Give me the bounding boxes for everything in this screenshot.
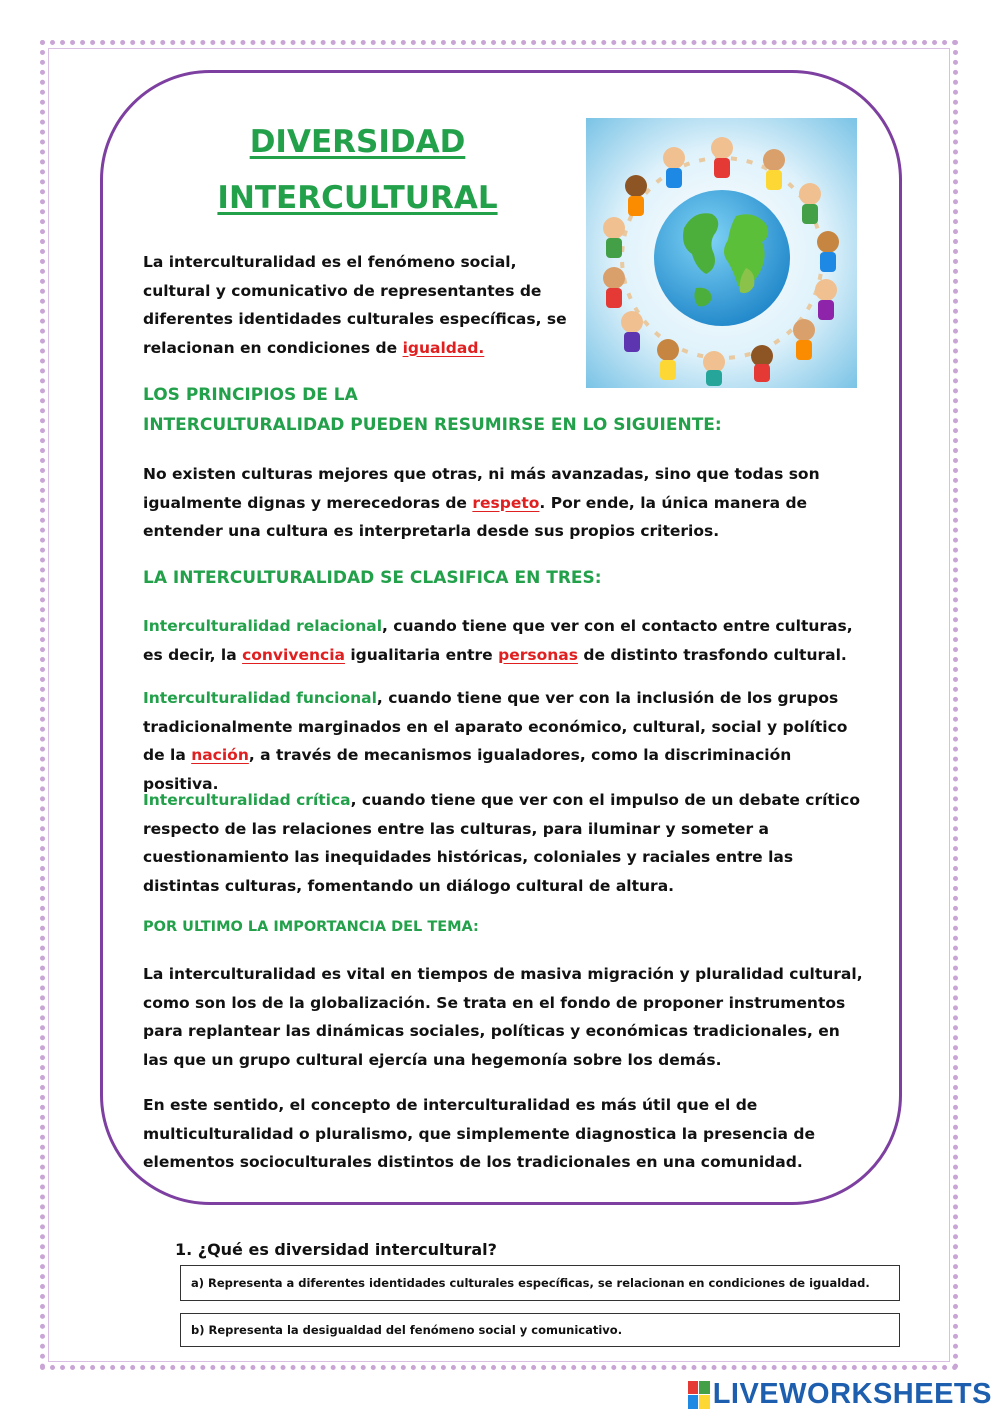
relational-text-2: igualitaria entre [344, 645, 499, 664]
functional-paragraph [143, 684, 863, 798]
highlight-convivencia: convivencia [242, 645, 345, 664]
highlight-igualdad: igualdad. [402, 338, 485, 357]
relational-term: Interculturalidad relacional [143, 617, 383, 635]
principles-text-before: No existen culturas mejores que otras, ni más avanzadas, sino que todas son igualmente dignas y merecedoras de [143, 465, 820, 512]
principles-heading-line-1: LOS PRINCIPIOS DE LA [143, 385, 358, 405]
highlight-nacion: nación [191, 746, 249, 764]
question-1: 1. ¿Qué es diversidad intercultural? [175, 1240, 497, 1259]
critical-paragraph [143, 786, 863, 900]
critical-term: Interculturalidad crítica [143, 791, 351, 809]
relational-text-1: , cuando tiene que ver con el contacto entre culturas, es decir, la [143, 617, 853, 664]
intro-text: La interculturalidad es el fenómeno social, cultural y comunicativo de representantes de diferentes identidades culturales específicas, se relacionan en condiciones de [143, 253, 567, 357]
title-line-1: DIVERSIDAD [249, 124, 466, 160]
principles-heading-line-2: INTERCULTURALIDAD PUEDEN RESUMIRSE EN LO SIGUIENTE: [143, 415, 722, 435]
highlight-personas: personas [498, 645, 578, 664]
globe-people-illustration [586, 118, 857, 388]
functional-text-1: , cuando tiene que ver con la inclusión de los grupos tradicionalmente marginados en el aparato económico, cultural, social y político de la [143, 689, 848, 764]
functional-term: Interculturalidad funcional [143, 689, 377, 707]
principles-paragraph [143, 460, 863, 546]
classification-heading: LA INTERCULTURALIDAD SE CLASIFICA EN TRES: [143, 568, 602, 588]
importance-heading: POR ULTIMO LA IMPORTANCIA DEL TEMA: [143, 919, 479, 935]
liveworksheets-logo-icon [688, 1381, 710, 1409]
intro-paragraph [143, 248, 573, 362]
answer-option-a[interactable]: a) Representa a diferentes identidades culturales específicas, se relacionan en condiciones de igualdad. [180, 1265, 900, 1301]
liveworksheets-brand [688, 1378, 992, 1411]
principles-text-after: . Por ende, la única manera de entender una cultura es interpretarla desde sus propios criterios. [143, 493, 808, 540]
brand-name: LIVEWORKSHEETS [712, 1378, 992, 1410]
critical-text-1: , cuando tiene que ver con el impulso de un debate crítico respecto de las relaciones entre las culturas, para iluminar y someter a cuestionamiento las inequidades históricas, coloniales y raciales entre las distintas culturas, fomentando un diálogo cultural de altura. [143, 791, 860, 895]
functional-text-2: , a través de mecanismos igualadores, como la discriminación positiva. [143, 746, 792, 793]
title-line-2: INTERCULTURAL [217, 180, 498, 216]
importance-paragraph-1: La interculturalidad es vital en tiempos de masiva migración y pluralidad cultural, como son los de la globalización. Se trata en el fondo de proponer instrumentos para replantear las dinámicas sociales, políticas y económicas tradicionales, en las que un grupo cultural ejercía una hegemonía sobre los demás. [143, 965, 863, 1069]
highlight-respeto: respeto [472, 493, 540, 512]
answer-option-b[interactable]: b) Representa la desigualdad del fenómeno social y comunicativo. [180, 1313, 900, 1347]
importance-paragraph-2: En este sentido, el concepto de interculturalidad es más útil que el de multiculturalidad o pluralismo, que simplemente diagnostica la presencia de elementos socioculturales distintos de los tradicionales en una comunidad. [143, 1096, 815, 1171]
relational-paragraph [143, 612, 863, 669]
relational-text-3: de distinto trasfondo cultural. [577, 645, 847, 664]
